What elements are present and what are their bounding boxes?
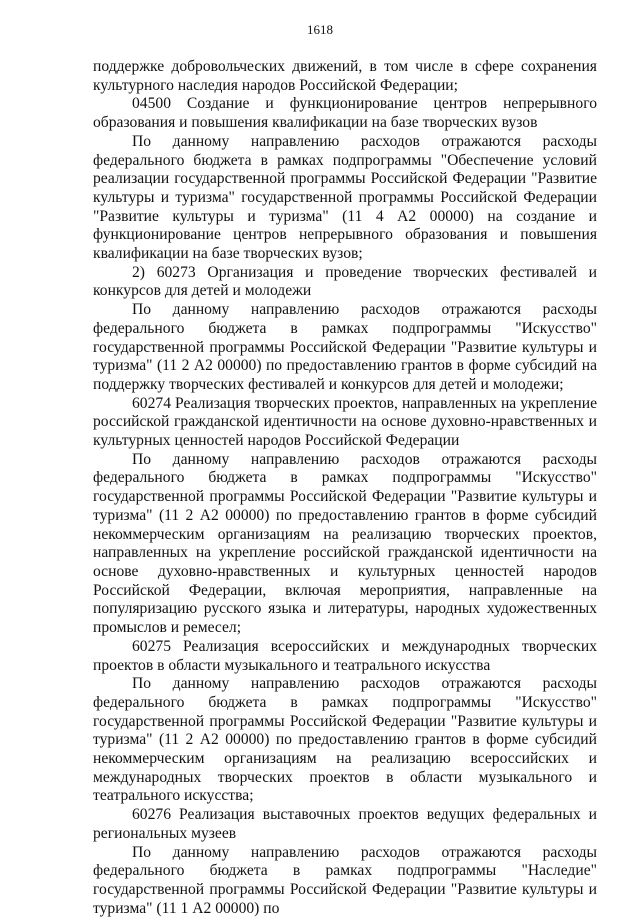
paragraph: По данному направлению расходов отражаются расходы федерального бюджета в рамках подпрограммы "Искусство" государственной программы Российской Федерации "Развитие культуры и туризма" (11 2 А2 00000) по предоставлению грантов в форме субсидий некоммерческим организациям на реализацию всероссийских и международных творческих проектов в области музыкального и театрального искусства;	[93, 675, 597, 805]
paragraph: 60274 Реализация творческих проектов, направленных на укрепление российской гражданской идентичности на основе духовно-нравственных и культурных ценностей народов Российской Федерации	[93, 394, 597, 450]
paragraph: 04500 Создание и функционирование центров непрерывного образования и повышения квалификации на базе творческих вузов	[93, 95, 597, 132]
document-body	[93, 58, 597, 918]
paragraph: 60276 Реализация выставочных проектов ведущих федеральных и региональных музеев	[93, 806, 597, 842]
paragraph: поддержке добровольческих движений, в том числе в сфере сохранения культурного наследия народов Российской Федерации;	[93, 58, 597, 94]
paragraph: По данному направлению расходов отражаются расходы федерального бюджета в рамках подпрограммы "Искусство" государственной программы Российской Федерации "Развитие культуры и туризма" (11 2 А2 00000) по предоставлению грантов в форме субсидий на поддержку творческих фестивалей и конкурсов для детей и молодежи;	[93, 301, 597, 393]
paragraph: По данному направлению расходов отражаются расходы федерального бюджета в рамках подпрограммы "Наследие" государственной программы Российской Федерации "Развитие культуры и туризма" (11 1 А2 00000) по	[93, 843, 597, 917]
paragraph: По данному направлению расходов отражаются расходы федерального бюджета в рамках подпрограммы "Искусство" государственной программы Российской Федерации "Развитие культуры и туризма" (11 2 А2 00000) по предоставлению грантов в форме субсидий некоммерческим организациям на реализацию творческих проектов, направленных на укрепление российской гражданской идентичности на основе духовно-нравственных и культурных ценностей народов Российской Федерации, включая мероприятия, направленные на популяризацию русского языка и литературы, народных художественных промыслов и ремесел;	[93, 450, 597, 637]
page-number: 1618	[307, 22, 333, 37]
paragraph: 2) 60273 Организация и проведение творческих фестивалей и конкурсов для детей и молодежи	[93, 263, 597, 300]
paragraph: По данному направлению расходов отражаются расходы федерального бюджета в рамках подпрограммы "Обеспечение условий реализации государственной программы Российской Федерации "Развитие культуры и туризма" государственной программы Российской Федерации "Развитие культуры и туризма" (11 4 А2 00000) на создание и функционирование центров непрерывного образования и повышения квалификации на базе творческих вузов;	[93, 132, 597, 263]
paragraph: 60275 Реализация всероссийских и международных творческих проектов в области музыкального и театрального искусства	[93, 637, 597, 674]
